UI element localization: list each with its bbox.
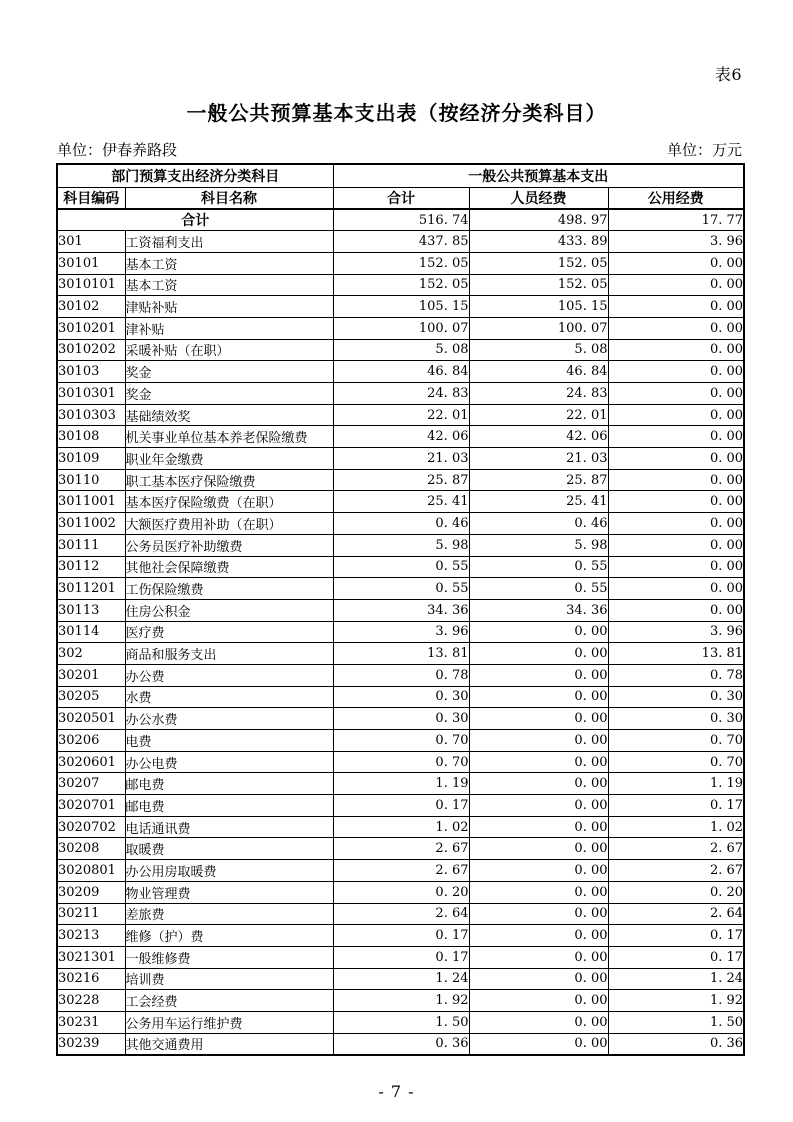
public-amount-cell: 1. 50 [608,1011,744,1033]
public-amount-cell: 0. 17 [608,946,744,968]
total-amount-cell: 1. 02 [333,816,469,838]
subject-name-cell: 其他交通费用 [125,1033,333,1055]
total-amount-cell: 100. 07 [333,317,469,339]
total-amount-cell: 34. 36 [333,599,469,621]
total-amount-cell: 25. 87 [333,469,469,491]
table-number-label: 表6 [714,65,742,84]
table-row [57,643,744,665]
header-group-basic-expenditure: 一般公共预算基本支出 [333,164,744,187]
public-amount-cell: 0. 00 [608,578,744,600]
personnel-amount-cell: 152. 05 [469,274,608,296]
personnel-amount-cell: 433. 89 [469,231,608,253]
total-amount-cell: 152. 05 [333,274,469,296]
public-amount-cell: 1. 24 [608,968,744,990]
public-amount-cell: 0. 00 [608,383,744,405]
subject-code-cell: 30111 [57,534,125,556]
subject-code-cell: 30239 [57,1033,125,1055]
public-amount-cell: 1. 92 [608,990,744,1012]
subject-name-cell: 邮电费 [125,795,333,817]
personnel-amount-cell: 100. 07 [469,317,608,339]
public-amount-cell: 0. 00 [608,317,744,339]
subject-name-cell: 电费 [125,730,333,752]
subject-name-cell: 医疗费 [125,621,333,643]
table-row [57,1033,744,1055]
table-row [57,599,744,621]
subject-code-cell: 3010101 [57,274,125,296]
subject-name-cell: 其他社会保障缴费 [125,556,333,578]
subject-code-cell: 3011001 [57,491,125,513]
subject-name-cell: 取暖费 [125,838,333,860]
subject-name-cell: 基本工资 [125,252,333,274]
subject-code-cell: 30109 [57,448,125,470]
personnel-amount-cell: 0. 00 [469,1011,608,1033]
subject-code-cell: 3021301 [57,946,125,968]
subject-name-cell: 水费 [125,686,333,708]
public-amount-cell: 0. 00 [608,491,744,513]
personnel-amount-cell: 24. 83 [469,383,608,405]
page-number: - 7 - [378,1082,415,1101]
public-amount-cell: 3. 96 [608,231,744,253]
total-amount-cell: 1. 50 [333,1011,469,1033]
total-amount-cell: 2. 67 [333,860,469,882]
total-amount-cell: 0. 78 [333,664,469,686]
subject-name-cell: 大额医疗费用补助（在职） [125,513,333,535]
public-amount-cell: 0. 00 [608,361,744,383]
total-amount-cell: 0. 17 [333,925,469,947]
table-row [57,404,744,426]
public-amount-cell: 0. 00 [608,599,744,621]
table-row [57,968,744,990]
personnel-amount-cell: 0. 00 [469,968,608,990]
subject-code-cell: 302 [57,643,125,665]
subject-code-cell: 30207 [57,773,125,795]
subject-name-cell: 津补贴 [125,317,333,339]
total-amount-cell: 0. 20 [333,881,469,903]
subject-name-cell: 办公用房取暖费 [125,860,333,882]
subject-code-cell: 30108 [57,426,125,448]
total-row-total: 516. 74 [333,209,469,231]
personnel-amount-cell: 0. 46 [469,513,608,535]
subject-name-cell: 工资福利支出 [125,231,333,253]
public-amount-cell: 0. 17 [608,795,744,817]
total-amount-cell: 46. 84 [333,361,469,383]
public-amount-cell: 13. 81 [608,643,744,665]
total-amount-cell: 5. 08 [333,339,469,361]
subject-code-cell: 30110 [57,469,125,491]
subject-name-cell: 机关事业单位基本养老保险缴费 [125,426,333,448]
public-amount-cell: 0. 78 [608,664,744,686]
personnel-amount-cell: 34. 36 [469,599,608,621]
subject-name-cell: 基本医疗保险缴费（在职） [125,491,333,513]
unit-currency-label: 单位：万元 [666,141,742,159]
subject-code-cell: 30102 [57,296,125,318]
subject-code-cell: 30228 [57,990,125,1012]
total-amount-cell: 1. 92 [333,990,469,1012]
personnel-amount-cell: 0. 00 [469,751,608,773]
public-amount-cell: 0. 00 [608,426,744,448]
public-amount-cell: 0. 30 [608,708,744,730]
subject-code-cell: 3020702 [57,816,125,838]
total-amount-cell: 0. 70 [333,751,469,773]
subject-code-cell: 30112 [57,556,125,578]
table-row [57,838,744,860]
table-row [57,578,744,600]
subject-code-cell: 30216 [57,968,125,990]
subject-name-cell: 公务用车运行维护费 [125,1011,333,1033]
table-row [57,513,744,535]
personnel-amount-cell: 0. 00 [469,860,608,882]
total-amount-cell: 0. 55 [333,556,469,578]
subject-code-cell: 3020701 [57,795,125,817]
total-row-label: 合计 [57,209,333,231]
table-row [57,946,744,968]
table-row [57,252,744,274]
subject-name-cell: 奖金 [125,361,333,383]
subject-name-cell: 基础绩效奖 [125,404,333,426]
page-title: 一般公共预算基本支出表（按经济分类科目） [186,101,607,125]
subject-code-cell: 30103 [57,361,125,383]
public-amount-cell: 0. 00 [608,252,744,274]
table-row [57,339,744,361]
subject-name-cell: 一般维修费 [125,946,333,968]
table-row [57,664,744,686]
personnel-amount-cell: 0. 00 [469,925,608,947]
personnel-amount-cell: 21. 03 [469,448,608,470]
subject-code-cell: 3020801 [57,860,125,882]
subject-name-cell: 住房公积金 [125,599,333,621]
table-row [57,448,744,470]
personnel-amount-cell: 105. 15 [469,296,608,318]
public-amount-cell: 0. 00 [608,274,744,296]
total-amount-cell: 152. 05 [333,252,469,274]
public-amount-cell: 0. 00 [608,448,744,470]
subject-code-cell: 3010303 [57,404,125,426]
public-amount-cell: 3. 96 [608,621,744,643]
subject-code-cell: 30113 [57,599,125,621]
col-header-personnel-funds: 人员经费 [469,187,608,209]
total-amount-cell: 437. 85 [333,231,469,253]
public-amount-cell: 0. 30 [608,686,744,708]
personnel-amount-cell: 0. 55 [469,578,608,600]
subject-code-cell: 3011002 [57,513,125,535]
subject-name-cell: 职工基本医疗保险缴费 [125,469,333,491]
total-amount-cell: 0. 17 [333,946,469,968]
total-amount-cell: 25. 41 [333,491,469,513]
personnel-amount-cell: 0. 00 [469,795,608,817]
subject-code-cell: 30206 [57,730,125,752]
subject-code-cell: 30201 [57,664,125,686]
subject-name-cell: 电话通讯费 [125,816,333,838]
personnel-amount-cell: 0. 00 [469,708,608,730]
personnel-amount-cell: 46. 84 [469,361,608,383]
table-row [57,469,744,491]
table-row [57,860,744,882]
subject-name-cell: 职业年金缴费 [125,448,333,470]
personnel-amount-cell: 152. 05 [469,252,608,274]
table-row [57,990,744,1012]
subject-code-cell: 30114 [57,621,125,643]
table-row [57,881,744,903]
public-amount-cell: 0. 17 [608,925,744,947]
subject-name-cell: 办公水费 [125,708,333,730]
subject-name-cell: 物业管理费 [125,881,333,903]
total-amount-cell: 2. 64 [333,903,469,925]
table-row [57,903,744,925]
col-header-subject-name: 科目名称 [125,187,333,209]
subject-name-cell: 邮电费 [125,773,333,795]
personnel-amount-cell: 0. 00 [469,903,608,925]
table-row [57,491,744,513]
total-amount-cell: 105. 15 [333,296,469,318]
subject-code-cell: 3010201 [57,317,125,339]
public-amount-cell: 0. 00 [608,296,744,318]
personnel-amount-cell: 42. 06 [469,426,608,448]
total-amount-cell: 0. 46 [333,513,469,535]
total-amount-cell: 21. 03 [333,448,469,470]
table-row [57,556,744,578]
subject-code-cell: 30211 [57,903,125,925]
subject-name-cell: 公务员医疗补助缴费 [125,534,333,556]
header-group-row [57,164,744,187]
personnel-amount-cell: 0. 55 [469,556,608,578]
subject-name-cell: 奖金 [125,383,333,405]
personnel-amount-cell: 0. 00 [469,1033,608,1055]
public-amount-cell: 2. 67 [608,838,744,860]
subject-name-cell: 维修（护）费 [125,925,333,947]
subject-name-cell: 培训费 [125,968,333,990]
personnel-amount-cell: 0. 00 [469,990,608,1012]
table-row [57,816,744,838]
personnel-amount-cell: 5. 08 [469,339,608,361]
subject-code-cell: 30209 [57,881,125,903]
public-amount-cell: 0. 00 [608,534,744,556]
personnel-amount-cell: 0. 00 [469,946,608,968]
public-amount-cell: 0. 00 [608,404,744,426]
table-row [57,751,744,773]
col-header-subject-code: 科目编码 [57,187,125,209]
subject-name-cell: 差旅费 [125,903,333,925]
table-row [57,383,744,405]
subject-name-cell: 基本工资 [125,274,333,296]
subject-code-cell: 3010202 [57,339,125,361]
personnel-amount-cell: 25. 87 [469,469,608,491]
personnel-amount-cell: 0. 00 [469,643,608,665]
public-amount-cell: 0. 70 [608,751,744,773]
personnel-amount-cell: 0. 00 [469,773,608,795]
table-row [57,621,744,643]
table-row [57,274,744,296]
table-row [57,686,744,708]
total-amount-cell: 24. 83 [333,383,469,405]
subject-name-cell: 办公费 [125,664,333,686]
subject-name-cell: 办公电费 [125,751,333,773]
public-amount-cell: 2. 67 [608,860,744,882]
personnel-amount-cell: 0. 00 [469,838,608,860]
total-row [57,209,744,231]
total-amount-cell: 1. 19 [333,773,469,795]
subject-code-cell: 30205 [57,686,125,708]
table-row [57,795,744,817]
public-amount-cell: 0. 00 [608,469,744,491]
personnel-amount-cell: 0. 00 [469,730,608,752]
subject-name-cell: 采暖补贴（在职） [125,339,333,361]
subject-code-cell: 3011201 [57,578,125,600]
table-row [57,317,744,339]
table-row [57,925,744,947]
subject-code-cell: 3010301 [57,383,125,405]
total-amount-cell: 5. 98 [333,534,469,556]
total-amount-cell: 1. 24 [333,968,469,990]
total-row-public: 17. 77 [608,209,744,231]
public-amount-cell: 2. 64 [608,903,744,925]
total-row-personnel: 498. 97 [469,209,608,231]
subject-name-cell: 商品和服务支出 [125,643,333,665]
subject-code-cell: 3020501 [57,708,125,730]
public-amount-cell: 0. 20 [608,881,744,903]
personnel-amount-cell: 0. 00 [469,621,608,643]
public-amount-cell: 0. 70 [608,730,744,752]
table-row [57,1011,744,1033]
public-amount-cell: 0. 36 [608,1033,744,1055]
subject-name-cell: 工会经费 [125,990,333,1012]
total-amount-cell: 0. 17 [333,795,469,817]
budget-table [56,163,745,1056]
total-amount-cell: 13. 81 [333,643,469,665]
personnel-amount-cell: 25. 41 [469,491,608,513]
public-amount-cell: 1. 02 [608,816,744,838]
unit-name-label: 单位：伊春养路段 [57,141,178,159]
total-amount-cell: 0. 30 [333,686,469,708]
total-amount-cell: 0. 36 [333,1033,469,1055]
col-header-total: 合计 [333,187,469,209]
subject-code-cell: 30231 [57,1011,125,1033]
table-row [57,534,744,556]
table-row [57,730,744,752]
table-row [57,708,744,730]
subject-name-cell: 津贴补贴 [125,296,333,318]
table-row [57,361,744,383]
unit-row [57,139,742,160]
public-amount-cell: 1. 19 [608,773,744,795]
public-amount-cell: 0. 00 [608,556,744,578]
personnel-amount-cell: 22. 01 [469,404,608,426]
total-amount-cell: 0. 30 [333,708,469,730]
table-row [57,231,744,253]
column-header-row [57,187,744,209]
personnel-amount-cell: 0. 00 [469,686,608,708]
total-amount-cell: 22. 01 [333,404,469,426]
subject-name-cell: 工伤保险缴费 [125,578,333,600]
personnel-amount-cell: 0. 00 [469,881,608,903]
total-amount-cell: 2. 67 [333,838,469,860]
subject-code-cell: 301 [57,231,125,253]
total-amount-cell: 0. 55 [333,578,469,600]
total-amount-cell: 0. 70 [333,730,469,752]
col-header-public-funds: 公用经费 [608,187,744,209]
table-row [57,426,744,448]
subject-code-cell: 30208 [57,838,125,860]
subject-code-cell: 30213 [57,925,125,947]
public-amount-cell: 0. 00 [608,513,744,535]
public-amount-cell: 0. 00 [608,339,744,361]
total-amount-cell: 42. 06 [333,426,469,448]
table-row [57,296,744,318]
personnel-amount-cell: 0. 00 [469,664,608,686]
personnel-amount-cell: 0. 00 [469,816,608,838]
total-amount-cell: 3. 96 [333,621,469,643]
header-group-classification: 部门预算支出经济分类科目 [57,164,333,187]
table-row [57,773,744,795]
subject-code-cell: 30101 [57,252,125,274]
subject-code-cell: 3020601 [57,751,125,773]
personnel-amount-cell: 5. 98 [469,534,608,556]
